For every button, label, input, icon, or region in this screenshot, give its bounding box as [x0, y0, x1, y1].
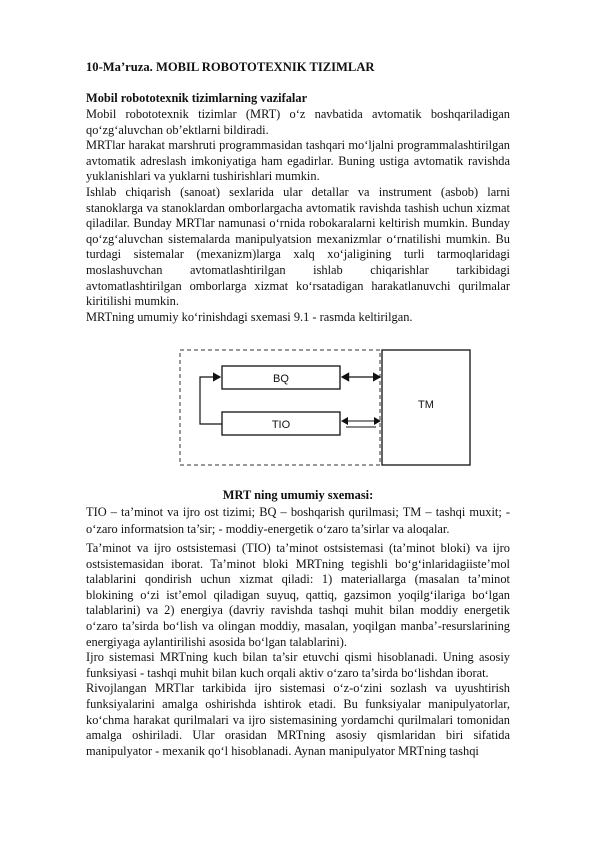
- feedback-loop-arrow: [200, 377, 222, 424]
- lecture-title: 10-Ma’ruza. MOBIL ROBOTOTEXNIK TIZIMLAR: [86, 60, 375, 74]
- paragraph: Ta’minot va ijro ostsistemasi (TIO) ta’minot ostsistemasi (ta’minot bloki) va ijro ostsistemasidan iborat. Ta’minot bloki MRTning tegishli bo‘g‘inlaridagiiste’mol talablarini qondirish uchun xizmat qiladi: 1) materiallarga (masalan ta’minot blokining o‘zi ist’emol qiladigan suyuq, qattiq, gazsimon yoqilg‘ilariga bo‘lgan talablarini) va 2) energiya (davriy ravishda tashqi muhit bilan moddiy energetik o‘zaro ta’sirda bo‘lish va olingan moddiy, masalan, yoqilgan manba’-resurslarining energiyaga aylantirilishi asosida bo‘lgan talablarini).: [86, 541, 510, 649]
- paragraph: MRTning umumiy ko‘rinishdagi sxemasi 9.1 - rasmda keltirilgan.: [86, 309, 413, 324]
- paragraph: Rivojlangan MRTlar tarkibida ijro sistemasi o‘z-o‘zini sozlash va uyushtirish funksiyalarini amalga oshirishda ishtirok etadi. Bu funksiyalar manipulyatorlar, ko‘chma harakat qurilmalari va ijro sistemasining yordamchi qurilmalari tomonidan amalga oshiriladi. Ular orasidan MRTning asosiy qismlaridan biri sifatida manipulyator - mexanik qo‘l hisoblanadi. Aynan manipulyator MRTning tashqi: [86, 681, 510, 758]
- block-tm-label: TM: [418, 399, 434, 411]
- block-bq-label: BQ: [273, 373, 289, 385]
- paragraph: Ijro sistemasi MRTning kuch bilan ta’sir etuvchi qismi hisoblanadi. Uning asosiy funksiyasi - tashqi muhit bilan kuch orqali aktiv o‘zaro ta’sirda bo‘lishdan iborat.: [86, 650, 510, 680]
- paragraph: MRTlar harakat marshruti programmasidan tashqari mo‘ljalni programmalashtirilgan avtomatik adreslash imkoniyatiga ham egadirlar. Buning ustiga avtomatik ravishda yuklanishlari va yuklarni tushirishlari mumkin.: [86, 138, 510, 184]
- paragraph: Ishlab chiqarish (sanoat) sexlarida ular detallar va instrument (asbob) larni stanoklarga va stanoklardan omborlargacha avtomatik ravishda tashish uchun xizmat qiladilar. Bunday MRTlar namunasi o‘rnida robokaralarni keltirish mumkin. Bunday qo‘zg‘aluvchan sistemalarda manipulyatsion mexanizmlar o‘rnatilishi mumkin. Bu turdagi sistemalar (mexanizm)larga xalq xo‘jaligining turli tarmoqlaridagi moslashuvchan avtomatlashtirilgan ishlab chiqarishlar tarkibidagi avtomatlashtirilgan omborlarga xizmat ko‘rsatadigan harakatlanuvchi qurilmalar kiritilishi mumkin.: [86, 184, 510, 309]
- paragraph: Mobil robototexnik tizimlar (MRT) o‘z navbatida avtomatik boshqariladigan qo‘zg‘aluvchan ob’ektlarni bildiradi.: [86, 107, 510, 137]
- body-text-block: [86, 541, 510, 759]
- figure-caption-title: MRT ning umumiy sxemasi:: [222, 488, 374, 502]
- block-tio-label: TIO: [271, 419, 291, 431]
- figure-caption-text: TIO – ta’minot va ijro ost tizimi; BQ – boshqarish qurilmasi; TM – tashqi muxit; - o‘zaro informatsion ta’sir; - moddiy-energetik o‘zaro ta’sirlar va aloqalar.: [86, 505, 510, 536]
- section-heading: Mobil robototexnik tizimlarning vazifalar: [86, 91, 308, 105]
